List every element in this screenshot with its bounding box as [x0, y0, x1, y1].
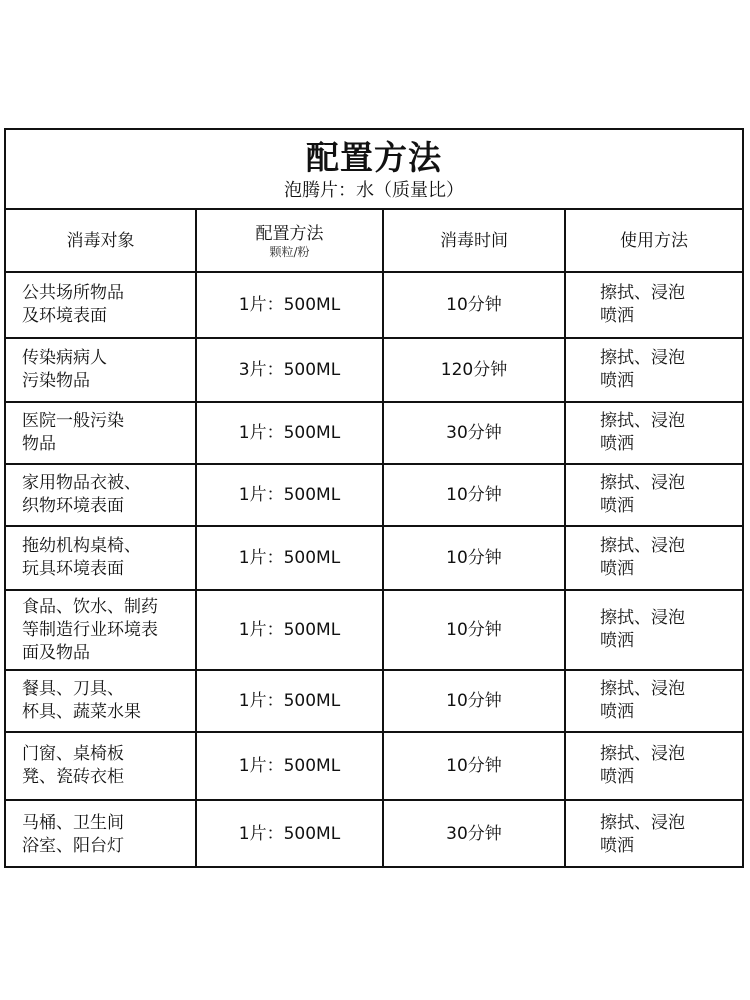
cell-usage	[565, 526, 742, 590]
object-line: 及环境表面	[22, 306, 107, 326]
usage-line: 喷洒	[600, 306, 634, 326]
cell-object	[6, 402, 196, 464]
cell-usage	[565, 732, 742, 800]
cell-object	[6, 670, 196, 732]
object-line: 等制造行业环境表	[22, 619, 158, 640]
table-header-row	[6, 210, 742, 272]
cell-usage	[565, 800, 742, 868]
usage-line: 擦拭、浸泡	[600, 536, 685, 556]
header-method-sublabel: 颗粒/粉	[269, 244, 310, 259]
cell-usage	[565, 670, 742, 732]
object-line: 门窗、桌椅板	[22, 744, 124, 764]
usage-line: 喷洒	[600, 434, 634, 454]
object-line: 织物环境表面	[22, 496, 124, 516]
title-block	[6, 130, 742, 210]
usage-line: 喷洒	[600, 702, 634, 722]
table-row	[6, 732, 742, 800]
cell-ratio: 1片：500ML	[196, 402, 383, 464]
object-line: 公共场所物品	[22, 283, 124, 303]
cell-usage	[565, 464, 742, 526]
table-row	[6, 670, 742, 732]
cell-time: 10分钟	[383, 670, 565, 732]
cell-object	[6, 800, 196, 868]
object-line: 凳、瓷砖衣柜	[22, 767, 124, 787]
usage-line: 擦拭、浸泡	[600, 411, 685, 431]
table-row	[6, 526, 742, 590]
disinfection-config-sheet	[4, 128, 744, 868]
usage-line: 喷洒	[600, 631, 634, 651]
page-title: 配置方法	[306, 138, 442, 177]
cell-time: 10分钟	[383, 590, 565, 670]
cell-time: 120分钟	[383, 338, 565, 402]
usage-line: 喷洒	[600, 559, 634, 579]
cell-object	[6, 732, 196, 800]
cell-time: 10分钟	[383, 272, 565, 338]
object-line: 医院一般污染	[22, 411, 124, 431]
header-object	[6, 210, 196, 272]
object-line: 面及物品	[22, 642, 90, 663]
usage-line: 喷洒	[600, 371, 634, 391]
cell-time: 10分钟	[383, 464, 565, 526]
cell-time: 30分钟	[383, 402, 565, 464]
cell-ratio: 1片：500ML	[196, 732, 383, 800]
header-time-label: 消毒时间	[440, 230, 508, 251]
usage-line: 擦拭、浸泡	[600, 812, 685, 833]
cell-time: 10分钟	[383, 526, 565, 590]
header-method	[196, 210, 383, 272]
usage-line: 擦拭、浸泡	[600, 348, 685, 368]
table-body	[6, 272, 742, 868]
cell-object	[6, 464, 196, 526]
cell-ratio: 1片：500ML	[196, 800, 383, 868]
table-row	[6, 272, 742, 338]
table-row	[6, 338, 742, 402]
cell-object	[6, 590, 196, 670]
usage-line: 擦拭、浸泡	[600, 744, 685, 764]
cell-object	[6, 338, 196, 402]
cell-ratio: 1片：500ML	[196, 590, 383, 670]
cell-usage	[565, 590, 742, 670]
page-subtitle: 泡腾片：水（质量比）	[284, 180, 464, 201]
table-row	[6, 590, 742, 670]
cell-time: 10分钟	[383, 732, 565, 800]
cell-usage	[565, 402, 742, 464]
header-usage-label: 使用方法	[620, 230, 688, 251]
cell-object	[6, 272, 196, 338]
header-method-label: 配置方法	[255, 223, 324, 244]
usage-line: 擦拭、浸泡	[600, 679, 685, 699]
cell-ratio: 1片：500ML	[196, 464, 383, 526]
cell-ratio: 3片：500ML	[196, 338, 383, 402]
usage-line: 擦拭、浸泡	[600, 608, 685, 628]
header-usage	[565, 210, 742, 272]
cell-ratio: 1片：500ML	[196, 670, 383, 732]
cell-time: 30分钟	[383, 800, 565, 868]
cell-usage	[565, 272, 742, 338]
object-line: 家用物品衣被、	[22, 473, 141, 493]
table-row	[6, 464, 742, 526]
object-line: 拖幼机构桌椅、	[22, 536, 141, 556]
usage-line: 擦拭、浸泡	[600, 283, 685, 303]
object-line: 玩具环境表面	[22, 559, 124, 579]
object-line: 马桶、卫生间	[22, 812, 124, 833]
object-line: 污染物品	[22, 371, 90, 391]
config-table	[6, 210, 742, 868]
header-object-label: 消毒对象	[66, 230, 135, 251]
usage-line: 喷洒	[600, 767, 634, 787]
cell-ratio: 1片：500ML	[196, 272, 383, 338]
object-line: 浴室、阳台灯	[22, 835, 124, 856]
object-line: 食品、饮水、制药	[22, 596, 158, 617]
usage-line: 喷洒	[600, 835, 634, 856]
table-row	[6, 402, 742, 464]
cell-object	[6, 526, 196, 590]
usage-line: 喷洒	[600, 496, 634, 516]
object-line: 杯具、蔬菜水果	[22, 702, 141, 722]
cell-usage	[565, 338, 742, 402]
object-line: 传染病病人	[22, 348, 107, 368]
object-line: 餐具、刀具、	[22, 679, 124, 699]
header-time	[383, 210, 565, 272]
usage-line: 擦拭、浸泡	[600, 473, 685, 493]
cell-ratio: 1片：500ML	[196, 526, 383, 590]
object-line: 物品	[22, 434, 56, 454]
table-row	[6, 800, 742, 868]
